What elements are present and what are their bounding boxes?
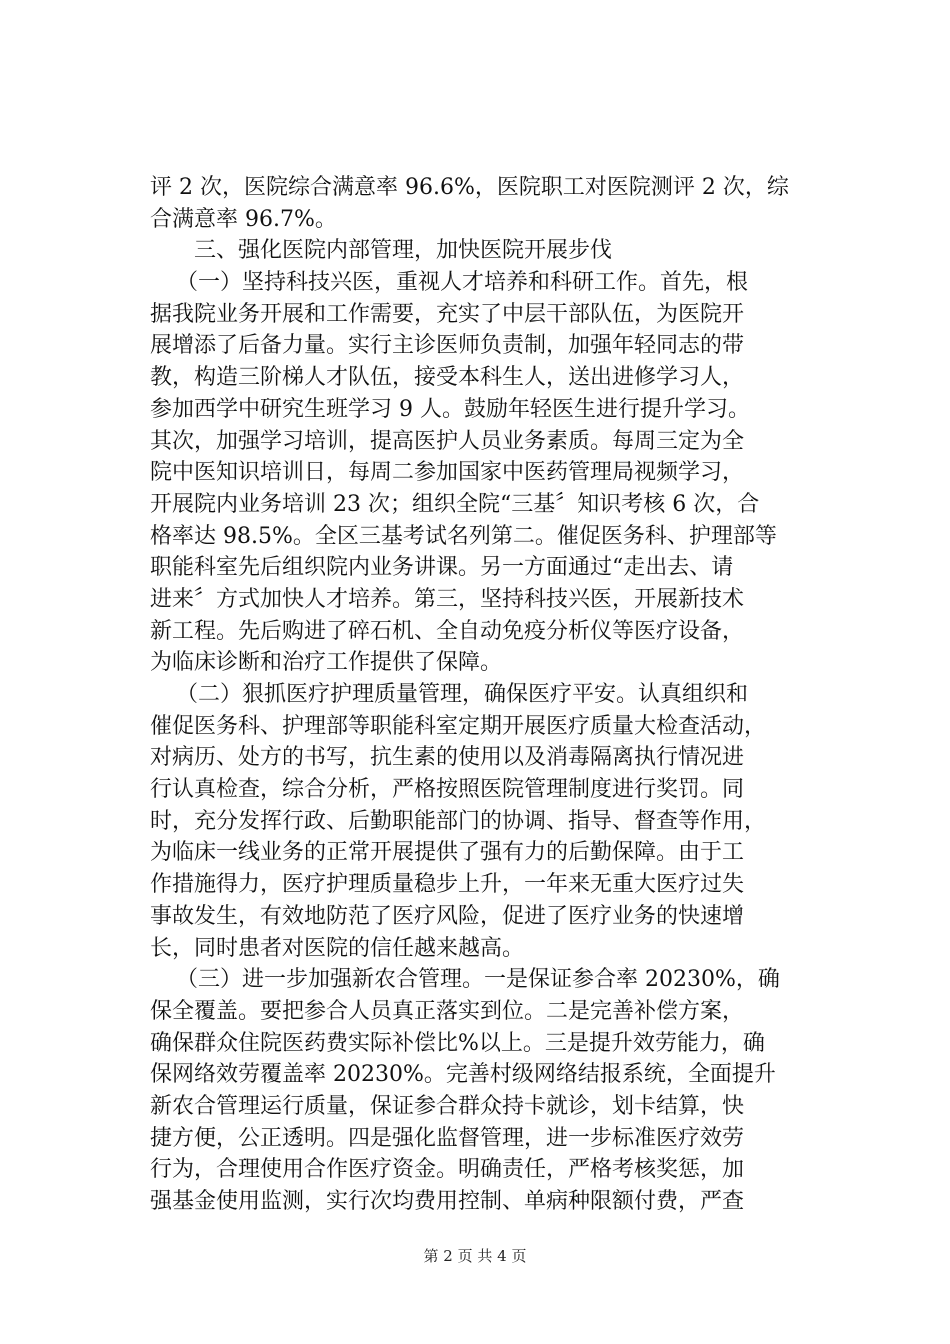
text-line: 为临床一线业务的正常开展提供了强有力的后勤保障。由于工	[150, 840, 745, 866]
text-line: 新工程。先后购进了碎石机、全自动免疫分析仪等医疗设备，	[150, 618, 745, 644]
text-line: 进来〞方式加快人才培养。第三，坚持科技兴医，开展新技术	[150, 586, 745, 612]
text-line: 保全覆盖。要把参合人员真正落实到位。二是完善补偿方案，	[150, 998, 745, 1024]
text-line: 合满意率 96.7%。	[150, 206, 337, 232]
section-heading: 三、强化医院内部管理，加快医院开展步伐	[194, 238, 613, 264]
text-line: 时，充分发挥行政、后勤职能部门的协调、指导、督查等作用，	[150, 808, 767, 834]
page-footer: 第 2 页 共 4 页	[423, 1247, 527, 1265]
text-line: 格率达 98.5%。全区三基考试名列第二。催促医务科、护理部等	[150, 523, 777, 549]
text-line: 长，同时患者对医院的信任越来越高。	[150, 935, 525, 961]
text-line: 捷方便，公正透明。四是强化监督管理，进一步标准医疗效劳	[150, 1125, 745, 1151]
text-line: 参加西学中研究生班学习 9 人。鼓励年轻医生进行提升学习。	[150, 396, 750, 422]
text-line: 强基金使用监测，实行次均费用控制、单病种限额付费，严查	[150, 1189, 745, 1214]
text-line: 据我院业务开展和工作需要，充实了中层干部队伍，为医院开	[150, 301, 745, 327]
text-line: 行认真检查，综合分析，严格按照医院管理制度进行奖罚。同	[150, 777, 745, 803]
paragraph-start: （三）进一步加强新农合管理。一是保证参合率 20230%，确	[176, 967, 780, 993]
text-line: 事故发生，有效地防范了医疗风险，促进了医疗业务的快速增	[150, 903, 745, 929]
text-line: 评 2 次，医院综合满意率 96.6%，医院职工对医院测评 2 次，综	[150, 175, 789, 200]
text-line: 教，构造三阶梯人才队伍，接受本科生人，送出进修学习人，	[150, 365, 745, 391]
text-line: 作措施得力，医疗护理质量稳步上升，一年来无重大医疗过失	[150, 872, 745, 898]
text-line: 对病历、处方的书写，抗生素的使用以及消毒隔离执行情况进	[150, 745, 745, 771]
paragraph-start: （一）坚持科技兴医，重视人才培养和科研工作。首先，根	[176, 270, 749, 296]
body-text	[150, 172, 830, 1218]
text-line: 保网络效劳覆盖率 20230%。完善村级网络结报系统，全面提升	[150, 1062, 776, 1088]
text-line: 行为，合理使用合作医疗资金。明确责任，严格考核奖惩，加	[150, 1157, 745, 1183]
text-line: 催促医务科、护理部等职能科室定期开展医疗质量大检查活动，	[150, 713, 767, 739]
text-line: 院中医知识培训日，每周二参加国家中医药管理局视频学习，	[150, 460, 745, 486]
text-line: 确保群众住院医药费实际补偿比%以上。三是提升效劳能力，确	[150, 1030, 765, 1056]
text-line: 展增添了后备力量。实行主诊医师负责制，加强年轻同志的带	[150, 333, 745, 359]
text-line: 开展院内业务培训 23 次；组织全院“三基〞知识考核 6 次，合	[150, 491, 760, 517]
text-line: 职能科室先后组织院内业务讲课。另一方面通过“走出去、请	[150, 555, 734, 581]
paragraph-start: （二）狠抓医疗护理质量管理，确保医疗平安。认真组织和	[176, 682, 749, 707]
text-line: 其次，加强学习培训，提高医护人员业务素质。每周三定为全	[150, 428, 745, 454]
text-line: 为临床诊断和治疗工作提供了保障。	[150, 650, 503, 676]
text-line: 新农合管理运行质量，保证参合群众持卡就诊，划卡结算，快	[150, 1093, 745, 1119]
